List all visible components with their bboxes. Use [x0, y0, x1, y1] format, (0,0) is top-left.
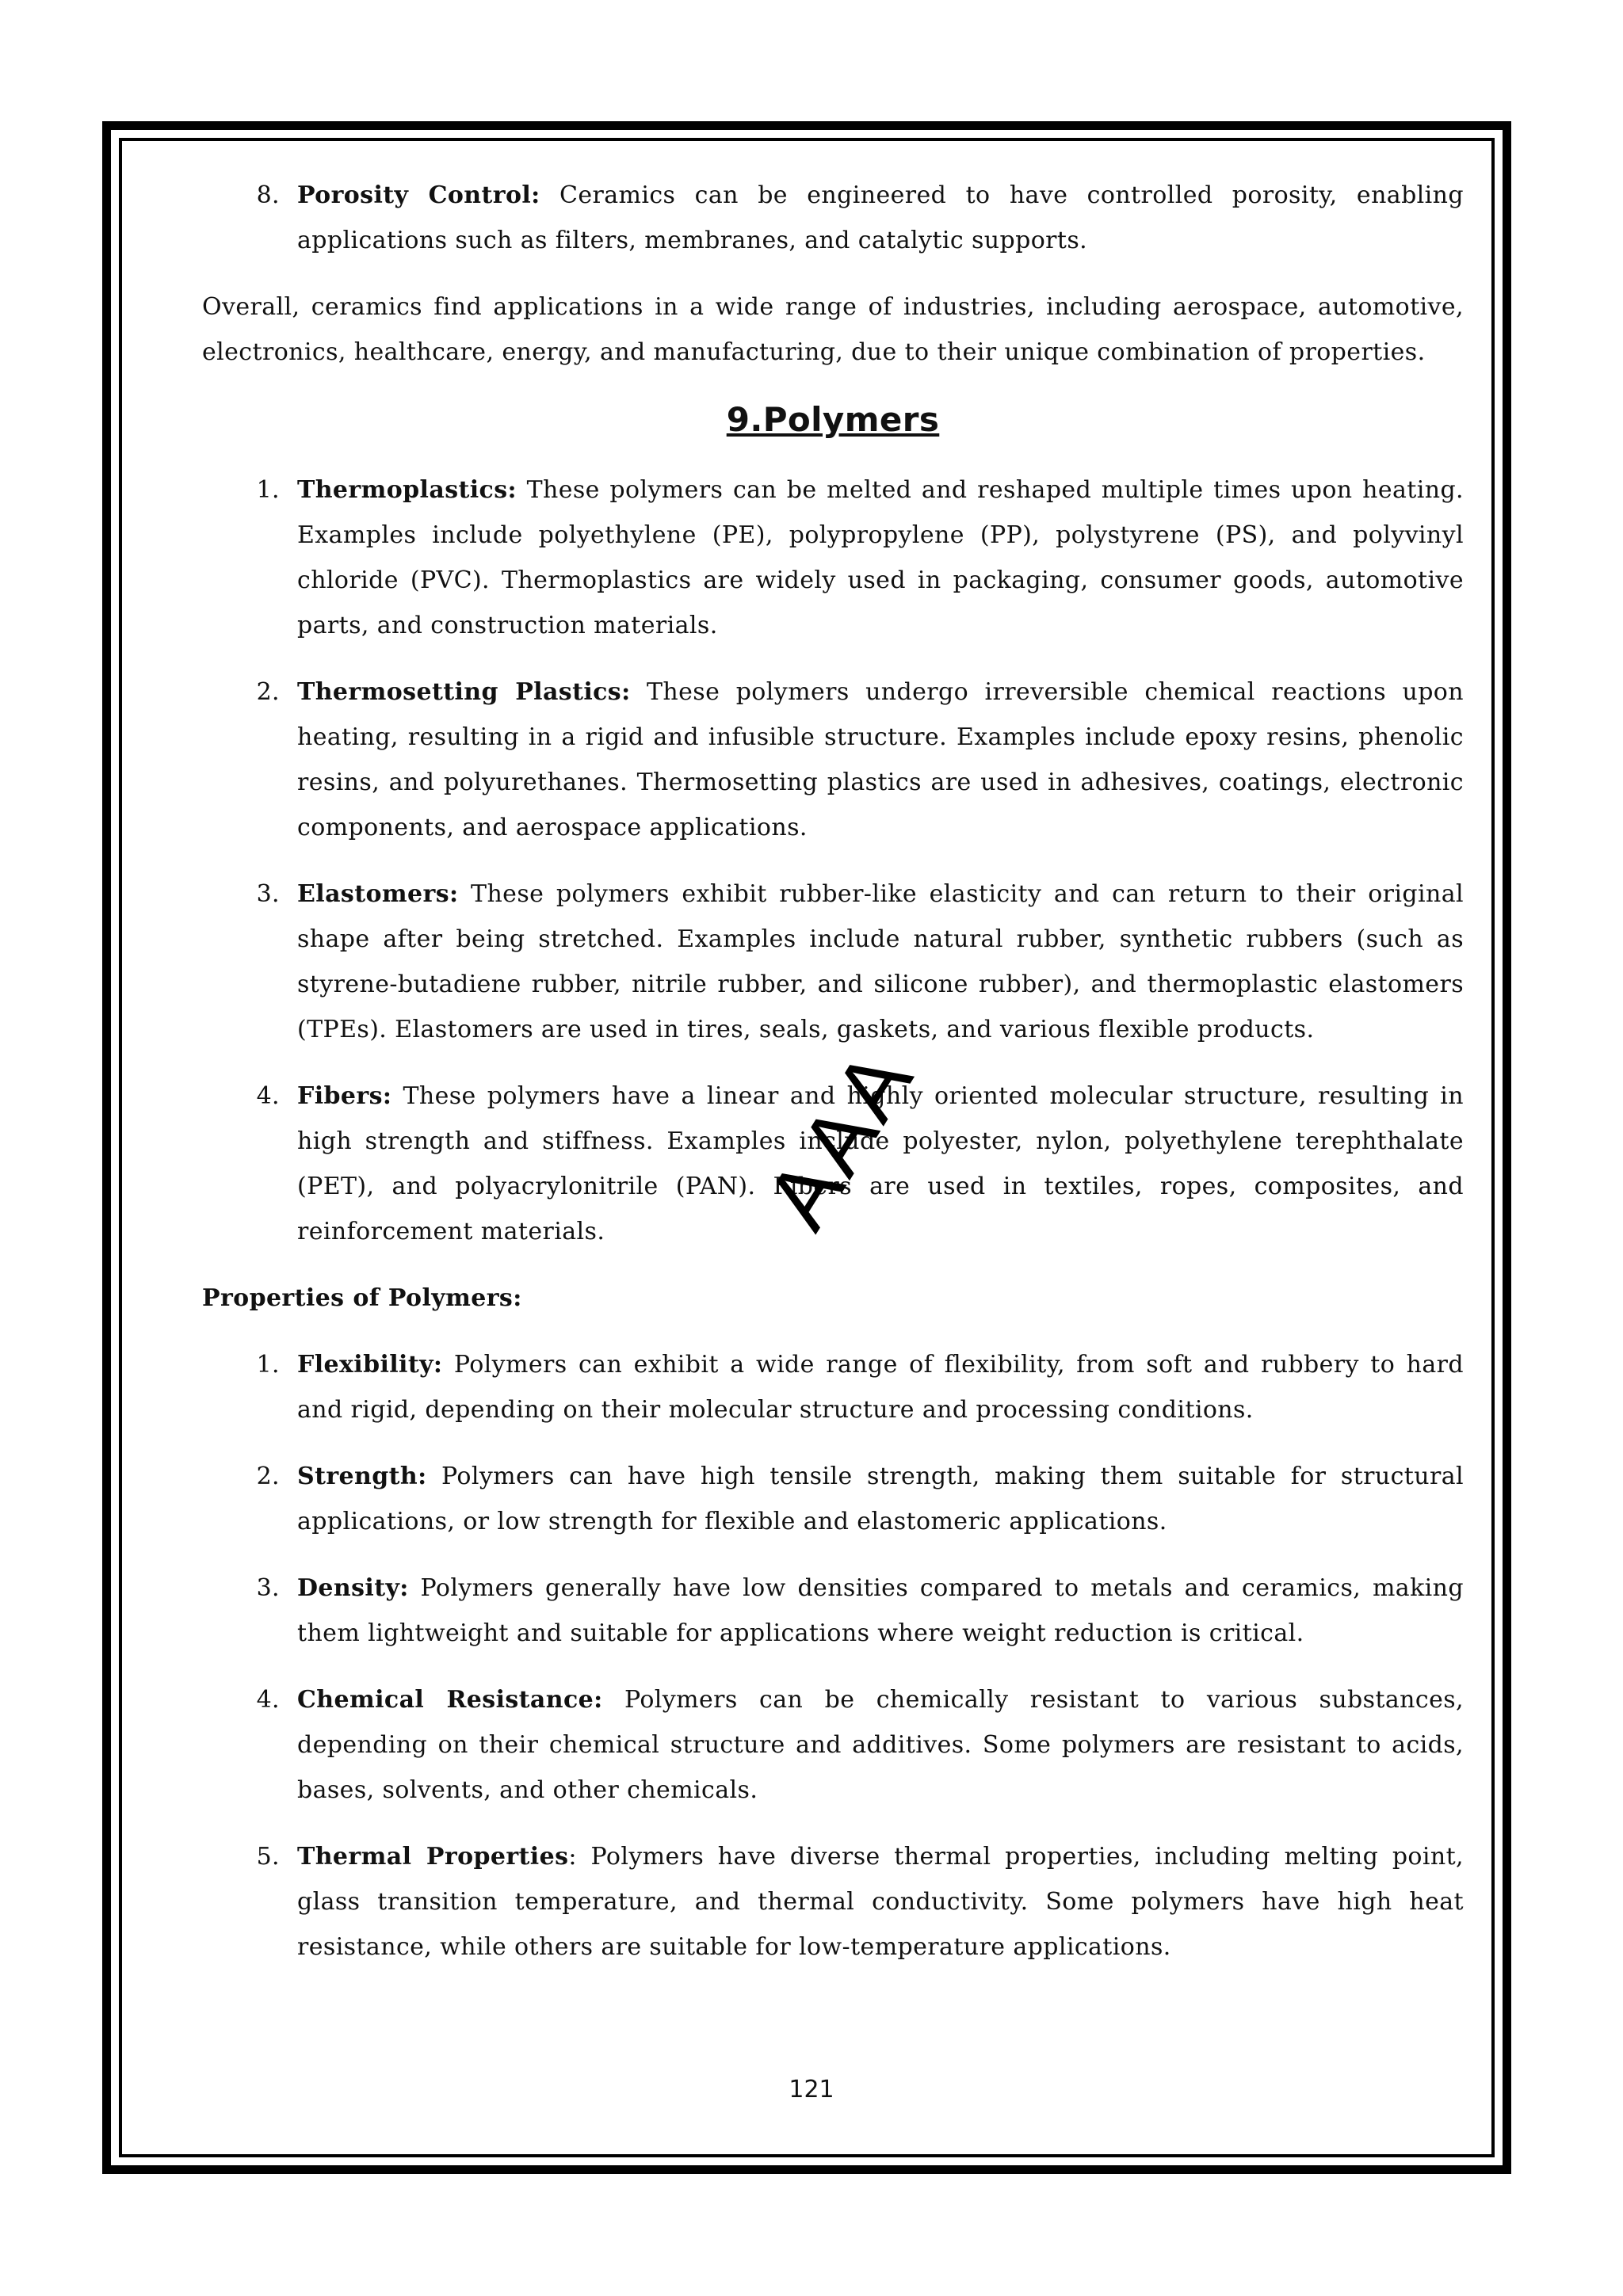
list-number: 8. [256, 181, 280, 209]
list-term: Flexibility: [297, 1351, 443, 1379]
list-description: Ceramics can be engineered to have controlled porosity, enabling applications such as filters, membranes, and catalytic supports. [297, 181, 1464, 254]
list-number: 5. [256, 1843, 280, 1871]
list-item-porosity-control [202, 173, 1464, 263]
list-text [297, 173, 1464, 263]
list-description: Polymers can exhibit a wide range of flexibility, from soft and rubbery to hard and rigid, depending on their molecular structure and processing conditions. [297, 1351, 1464, 1424]
list-number: 2. [256, 1463, 280, 1490]
list-text [297, 669, 1464, 850]
list-term: Strength: [297, 1463, 427, 1490]
list-item-density [202, 1566, 1464, 1656]
list-item-chemical-resistance [202, 1677, 1464, 1813]
list-item-flexibility [202, 1342, 1464, 1432]
list-text [297, 1454, 1464, 1544]
list-description: These polymers have a linear and highly oriented molecular structure, resulting in high strength and stiffness. Examples include polyester, nylon, polyethylene terephthalate (PET), and polyacrylonitrile (PAN). Fibers are used in textiles, ropes, composites, and reinforcement materials. [297, 1082, 1464, 1245]
overall-paragraph: Overall, ceramics find applications in a wide range of industries, including aerospace, automotive, electronics, healthcare, energy, and manufacturing, due to their unique combination of properties. [202, 293, 1464, 366]
list-text [297, 871, 1464, 1052]
list-number: 2. [256, 678, 280, 706]
list-item-elastomers [202, 871, 1464, 1052]
list-description: These polymers can be melted and reshaped multiple times upon heating. Examples include polyethylene (PE), polypropylene (PP), polystyrene (PS), and polyvinyl chloride (PVC). Thermoplastics are widely used in packaging, consumer goods, automotive parts, and construction materials. [297, 476, 1464, 639]
list-term: Fibers: [297, 1082, 392, 1110]
list-description: These polymers exhibit rubber-like elasticity and can return to their original shape after being stretched. Examples include natural rubber, synthetic rubbers (such as styrene-butadiene rubber, nitrile rubber, and silicone rubber), and thermoplastic elastomers (TPEs). Elastomers are used in tires, seals, gaskets, and various flexible products. [297, 880, 1464, 1043]
list-item-thermal-properties [202, 1834, 1464, 1970]
section-title: 9.Polymers [726, 400, 940, 439]
watermark: AAA [747, 1029, 934, 1245]
list-item-thermoplastics [202, 467, 1464, 648]
list-number: 4. [256, 1686, 280, 1714]
list-term: Elastomers: [297, 880, 459, 908]
list-text [297, 1677, 1464, 1813]
list-number: 3. [256, 880, 280, 908]
list-item-strength [202, 1454, 1464, 1544]
list-term: Thermal Properties [297, 1843, 569, 1871]
list-description: These polymers undergo irreversible chemical reactions upon heating, resulting in a rigid and infusible structure. Examples include epoxy resins, phenolic resins, and polyurethanes. Thermosetting plastics are used in adhesives, coatings, electronic components, and aerospace applications. [297, 678, 1464, 841]
list-term: Chemical Resistance: [297, 1686, 603, 1714]
list-description: Polymers generally have low densities compared to metals and ceramics, making them lightweight and suitable for applications where weight reduction is critical. [297, 1574, 1464, 1647]
list-number: 3. [256, 1574, 280, 1602]
list-text [297, 1566, 1464, 1656]
list-description: : Polymers have diverse thermal properties, including melting point, glass transition temperature, and thermal conductivity. Some polymers have high heat resistance, while others are suitable for low-temperature applications. [297, 1843, 1464, 1961]
list-term: Thermoplastics: [297, 476, 517, 504]
list-number: 1. [256, 1351, 280, 1379]
list-term: Thermosetting Plastics: [297, 678, 631, 706]
list-number: 4. [256, 1082, 280, 1110]
properties-heading: Properties of Polymers: [202, 1284, 522, 1312]
list-description: Polymers can have high tensile strength, making them suitable for structural applications, or low strength for flexible and elastomeric applications. [297, 1463, 1464, 1535]
list-term: Density: [297, 1574, 409, 1602]
list-item-thermosetting [202, 669, 1464, 850]
list-text [297, 1834, 1464, 1970]
list-term: Porosity Control: [297, 181, 540, 209]
list-description: Polymers can be chemically resistant to various substances, depending on their chemical structure and additives. Some polymers are resistant to acids, bases, solvents, and other chemicals. [297, 1686, 1464, 1804]
page-number: 121 [789, 2076, 834, 2103]
list-text [297, 467, 1464, 648]
list-text [297, 1342, 1464, 1432]
list-number: 1. [256, 476, 280, 504]
